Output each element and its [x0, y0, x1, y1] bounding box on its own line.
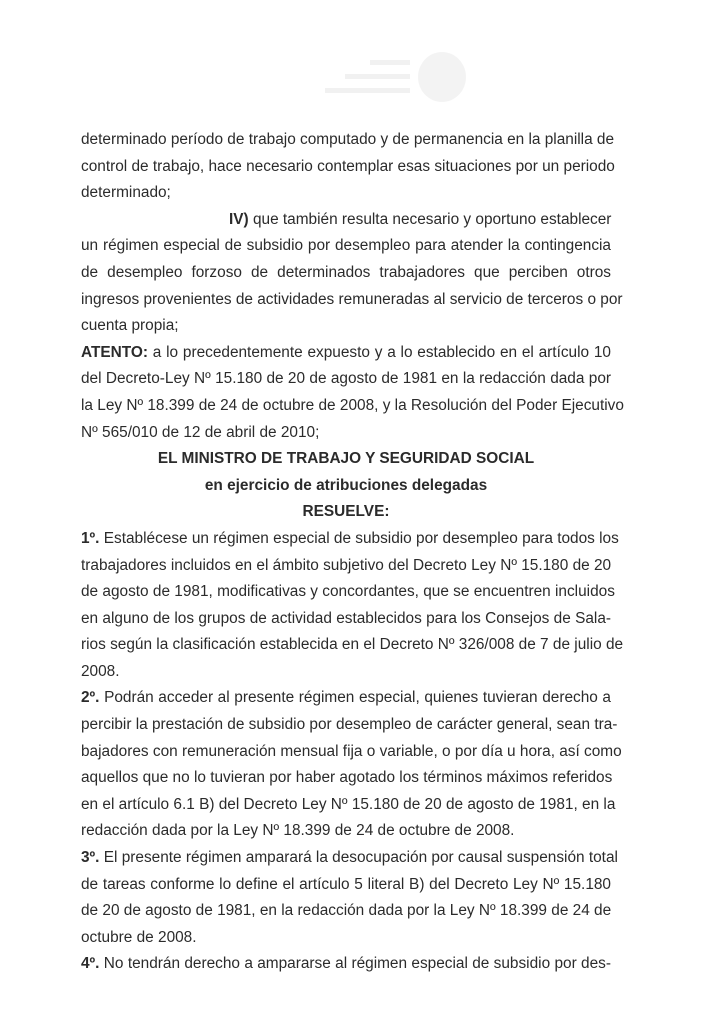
text-line: de desempleo forzoso de determinados trabajadores que perciben otros	[81, 263, 611, 281]
text-line: de 20 de agosto de 1981, en la redacción dada por la Ley Nº 18.399 de 24 de	[81, 902, 612, 920]
article-number: 1º.	[81, 529, 100, 547]
article-2-line	[81, 685, 611, 712]
atento-line	[81, 340, 611, 367]
text-line: ingresos provenientes de actividades remuneradas al servicio de terceros o por	[81, 290, 623, 308]
text-line: del Decreto-Ley Nº 15.180 de 20 de agosto de 1981 en la redacción dada por	[81, 370, 611, 388]
text-line: rios según la clasificación establecida en el Decreto Nº 326/008 de 7 de julio de	[81, 636, 624, 654]
text-line: en el artículo 6.1 B) del Decreto Ley Nº 15.180 de 20 de agosto de 1981, en la	[81, 795, 616, 813]
text-span: Podrán acceder al presente régimen especial, quienes tuvieran derecho a	[99, 689, 611, 707]
text-line: bajadores con remuneración mensual fija o variable, o por día u hora, así como	[81, 742, 622, 760]
delegation-subheading: en ejercicio de atribuciones delegadas	[204, 476, 488, 494]
text-line: aquellos que no lo tuvieran por haber agotado los términos máximos referidos	[81, 769, 613, 787]
text-line: determinado período de trabajo computado y de permanencia en la planilla de	[81, 131, 615, 148]
text-line: octubre de 2008.	[81, 928, 197, 946]
text-span: No tendrán derecho a ampararse al régimen especial de subsidio por des-	[99, 955, 611, 973]
text-span: a lo precedentemente expuesto y a lo establecido en el artículo 10	[147, 343, 611, 361]
text-line: la Ley Nº 18.399 de 24 de octubre de 2008, y la Resolución del Poder Ejecutivo	[81, 396, 624, 414]
article-number: 3º.	[81, 849, 100, 867]
text-line: cuenta propia;	[81, 317, 179, 335]
faded-letterhead-stamp	[300, 52, 480, 102]
text-line: percibir la prestación de subsidio por desempleo de carácter general, sean tra-	[81, 716, 618, 734]
text-span: que también resulta necesario y oportuno establecer	[248, 210, 612, 228]
article-number: 2º.	[81, 689, 100, 707]
resuelve-heading: RESUELVE:	[302, 503, 390, 521]
text-line: un régimen especial de subsidio por desempleo para atender la contingencia	[81, 237, 611, 255]
document-page	[81, 127, 624, 978]
text-line: en alguno de los grupos de actividad establecidos para los Consejos de Sala-	[81, 609, 611, 627]
text-line: de tareas conforme lo define el artículo 5 literal B) del Decreto Ley Nº 15.180	[81, 875, 611, 893]
considerando-label: IV)	[229, 210, 249, 228]
text-line: Nº 565/010 de 12 de abril de 2010;	[81, 423, 320, 441]
text-line: 2008.	[81, 662, 120, 680]
text-span: El presente régimen amparará la desocupación por causal suspensión total	[99, 849, 618, 867]
article-number: 4º.	[81, 955, 100, 973]
considerando-iv-line	[81, 207, 611, 234]
text-line: control de trabajo, hace necesario contemplar esas situaciones por un periodo	[81, 157, 615, 175]
text-line: redacción dada por la Ley Nº 18.399 de 24 de octubre de 2008.	[81, 822, 515, 840]
article-4-line	[81, 951, 611, 978]
atento-label: ATENTO:	[81, 343, 148, 361]
text-line: determinado;	[81, 184, 171, 202]
text-line: trabajadores incluidos en el ámbito subjetivo del Decreto Ley Nº 15.180 de 20	[81, 556, 612, 574]
article-1-line	[81, 526, 619, 553]
article-3-line	[81, 845, 618, 872]
text-span: Establécese un régimen especial de subsidio por desempleo para todos los	[99, 529, 619, 547]
text-line: de agosto de 1981, modificativas y concordantes, que se encuentren incluidos	[81, 583, 615, 601]
minister-heading: EL MINISTRO DE TRABAJO Y SEGURIDAD SOCIAL	[157, 450, 535, 468]
